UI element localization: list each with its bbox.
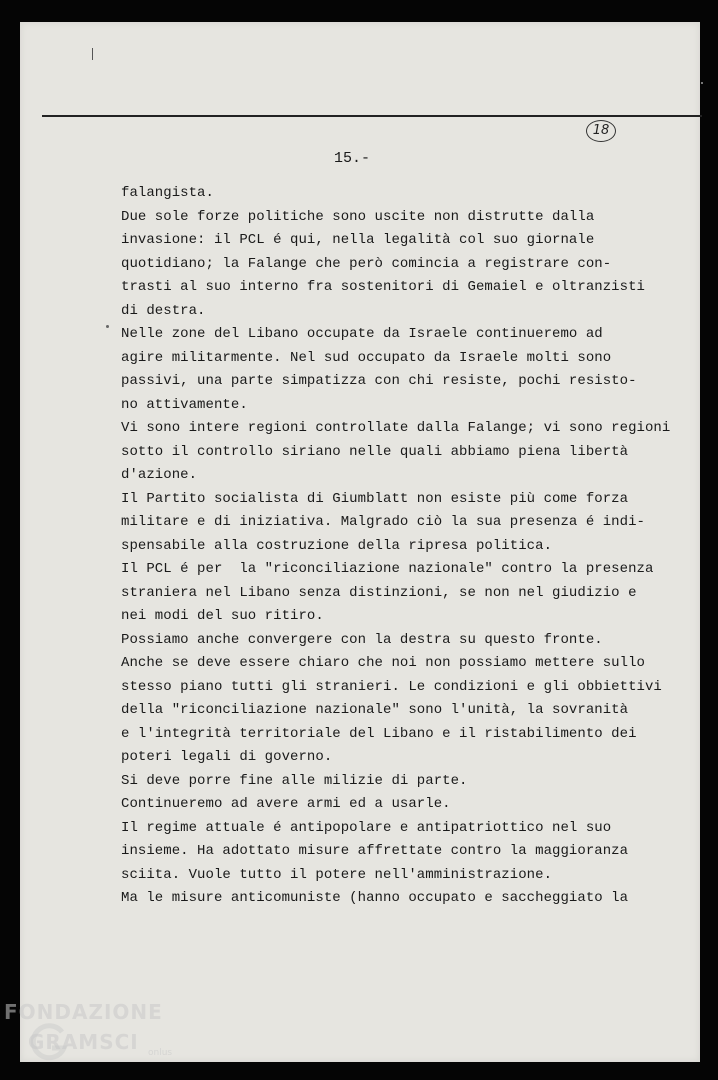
text-line: falangista. <box>121 185 214 201</box>
text-line: Il Partito socialista di Giumblatt non esiste più come forza <box>121 490 629 507</box>
text-line: nei modi del suo ritiro. <box>121 608 324 624</box>
text-line: Anche se deve essere chiaro che noi non possiamo mettere sullo <box>121 655 645 671</box>
top-rule <box>42 115 702 117</box>
text-line: Il PCL é per la "riconciliazione nazionale" contro la presenza <box>121 561 654 577</box>
speck <box>701 82 703 84</box>
typed-body-text <box>121 182 681 911</box>
text-line: straniera nel Libano senza distinzioni, se non nel giudizio e <box>121 584 637 601</box>
text-line: passivi, una parte simpatizza con chi resiste, pochi resisto- <box>121 373 637 389</box>
text-line: stesso piano tutti gli stranieri. Le condizioni e gli obbiettivi <box>121 678 662 695</box>
text-line: insieme. Ha adottato misure affrettate contro la maggioranza <box>121 843 629 859</box>
text-line: Vi sono intere regioni controllate dalla Falange; vi sono regioni <box>121 420 671 436</box>
margin-dot <box>106 325 109 328</box>
text-line: no attivamente. <box>121 396 248 413</box>
text-line: Due sole forze politiche sono uscite non distrutte dalla <box>121 208 595 225</box>
watermark-line2: GRAMSCI <box>28 1030 139 1054</box>
text-line: militare e di iniziativa. Malgrado ciò la sua presenza é indi- <box>121 514 645 530</box>
text-line: spensabile alla costruzione della ripresa politica. <box>121 537 553 554</box>
text-line: della "riconciliazione nazionale" sono l'unità, la sovranità <box>121 702 629 718</box>
text-line: agire militarmente. Nel sud occupato da Israele molti sono <box>121 349 612 366</box>
edge-mark <box>92 48 93 60</box>
text-line: invasione: il PCL é qui, nella legalità col suo giornale <box>121 232 595 248</box>
text-line: sotto il controllo siriano nelle quali abbiamo piena libertà <box>121 443 629 460</box>
text-line: d'azione. <box>121 467 198 483</box>
watermark-suffix: onlus <box>148 1048 173 1058</box>
text-line: trasti al suo interno fra sostenitori di Gemaiel e oltranzisti <box>121 279 645 295</box>
text-line: Continueremo ad avere armi ed a usarle. <box>121 796 451 812</box>
text-line: Ma le misure anticomuniste (hanno occupato e saccheggiato la <box>121 890 629 906</box>
text-line: Il regime attuale é antipopolare e antipatriottico nel suo <box>121 819 612 836</box>
watermark-line1: FONDAZIONE <box>4 1000 163 1024</box>
page-number: 15.- <box>334 150 371 167</box>
archive-page-stamp: 18 <box>586 120 616 142</box>
text-line: Si deve porre fine alle milizie di parte. <box>121 772 468 789</box>
text-line: poteri legali di governo. <box>121 749 333 765</box>
text-line: di destra. <box>121 302 206 319</box>
text-line: quotidiano; la Falange che però comincia a registrare con- <box>121 255 612 272</box>
text-line: Possiamo anche convergere con la destra su questo fronte. <box>121 631 603 648</box>
text-line: Nelle zone del Libano occupate da Israele continueremo ad <box>121 326 603 342</box>
text-line: e l'integrità territoriale del Libano e il ristabilimento dei <box>121 725 637 742</box>
text-line: sciita. Vuole tutto il potere nell'amministrazione. <box>121 866 553 883</box>
